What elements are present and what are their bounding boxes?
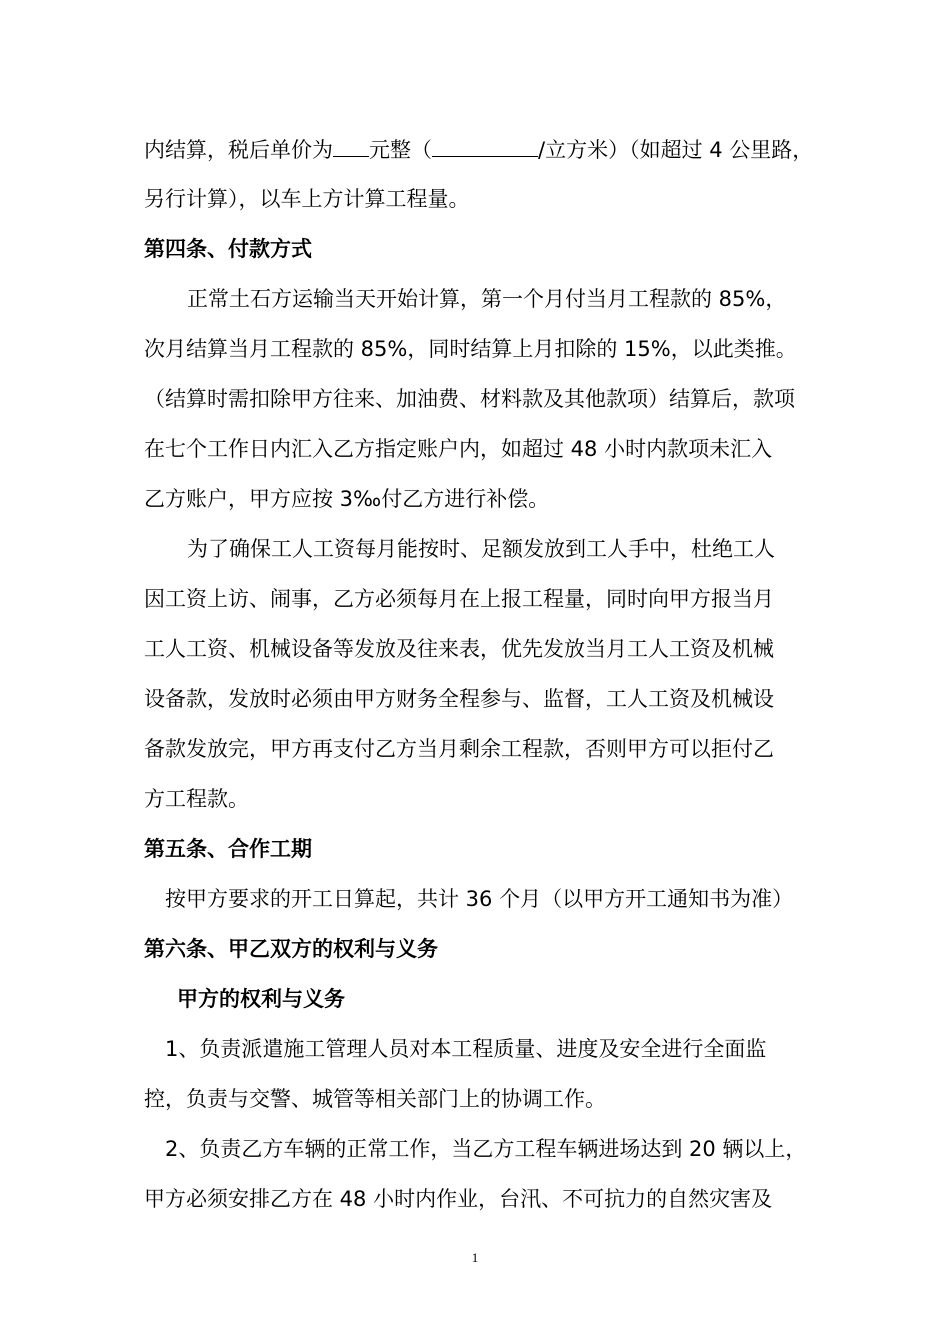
- paragraph-line: 乙方账户，甲方应按 3‰付乙方进行补偿。: [144, 487, 550, 511]
- paragraph-line: 次月结算当月工程款的 85%，同时结算上月扣除的 15%，以此类推。: [144, 337, 797, 361]
- paragraph-line: 正常土石方运输当天开始计算，第一个月付当月工程款的 85%，: [187, 287, 787, 311]
- paragraph-line: 控，负责与交警、城管等相关部门上的协调工作。: [144, 1087, 606, 1111]
- text-segment: /立方米）（如超过 4 公里路，: [538, 138, 814, 162]
- paragraph-line: （结算时需扣除甲方往来、加油费、材料款及其他款项）结算后，款项: [144, 387, 795, 411]
- section-heading: 第四条、付款方式: [144, 237, 312, 261]
- paragraph-line: 2、负责乙方车辆的正常工作，当乙方工程车辆进场达到 20 辆以上，: [165, 1137, 807, 1161]
- paragraph-line: 方工程款。: [144, 787, 249, 811]
- paragraph-line: 工人工资、机械设备等发放及往来表，优先发放当月工人工资及机械: [144, 637, 774, 661]
- paragraph-line: 甲方必须安排乙方在 48 小时内作业，台汛、不可抗力的自然灾害及: [144, 1187, 773, 1211]
- paragraph-line: 另行计算），以车上方计算工程量。: [144, 187, 470, 211]
- paragraph-line: 为了确保工人工资每月能按时、足额发放到工人手中，杜绝工人: [187, 537, 775, 561]
- page-number: 1: [471, 1250, 479, 1265]
- paragraph-line: 在七个工作日内汇入乙方指定账户内，如超过 48 小时内款项未汇入: [144, 437, 773, 461]
- subsection-heading: 甲方的权利与义务: [177, 987, 345, 1011]
- paragraph-line: 因工资上访、闹事，乙方必须每月在上报工程量，同时向甲方报当月: [144, 587, 774, 611]
- paragraph-line: 备款发放完，甲方再支付乙方当月剩余工程款，否则甲方可以拒付乙: [144, 737, 774, 761]
- blank-underline: [432, 134, 538, 157]
- section-heading: 第五条、合作工期: [144, 837, 312, 861]
- section-heading: 第六条、甲乙双方的权利与义务: [144, 937, 438, 961]
- paragraph-line: [144, 134, 824, 165]
- blank-underline: [333, 134, 369, 157]
- paragraph-line: 设备款，发放时必须由甲方财务全程参与、监督，工人工资及机械设: [144, 687, 774, 711]
- text-segment: 内结算，税后单价为: [144, 138, 333, 162]
- text-segment: 元整（: [369, 138, 432, 162]
- paragraph-line: 1、负责派遣施工管理人员对本工程质量、进度及安全进行全面监: [165, 1037, 767, 1061]
- paragraph-line: 按甲方要求的开工日算起，共计 36 个月（以甲方开工通知书为准）: [165, 887, 794, 911]
